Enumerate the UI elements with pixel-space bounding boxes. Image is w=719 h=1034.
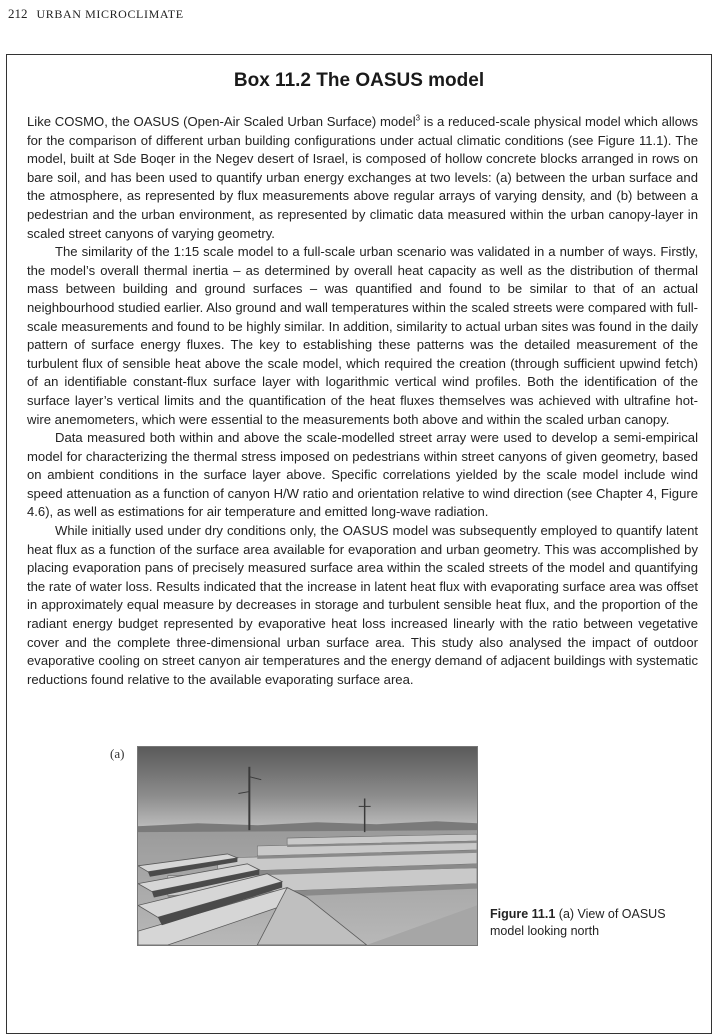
- box-body: [27, 113, 698, 689]
- paragraph-4: While initially used under dry conditions only, the OASUS model was subsequently employed to quantify latent heat flux as a function of the surface area available for evaporation and urban geometry. This was accomplished by placing evaporation pans of precisely measured surface area within the scaled streets of the model and quantifying the rate of water loss. Results indicated that the increase in latent heat flux with evaporating surface area was offset in approximately equal measure by decreases in storage and turbulent sensible heat flux, and the proportion of the radiant energy budget represented by evaporative heat loss increased linearly with the ratio between vegetative cover and the complete three-dimensional urban surface area. This study also analysed the impact of outdoor evaporative cooling on street canyon air temperatures and the energy demand of adjacent buildings with systematic reductions found relative to the available evaporating surface area.: [27, 523, 698, 687]
- paragraph-3: Data measured both within and above the scale-modelled street array were used to develop a semi-empirical model for characterizing the thermal stress imposed on pedestrians within street canyons of given geometry, based on ambient conditions in the surface layer above. Specific correlations yielded by the scale model include wind speed attenuation as a function of canyon H/W ratio and orientation relative to wind direction (see Chapter 4, Figure 4.6), as well as estimations for air temperature and emitted long-wave radiation.: [27, 430, 698, 520]
- paragraph-2: The similarity of the 1:15 scale model to a full-scale urban scenario was validated in a number of ways. Firstly, the model’s overall thermal inertia – as determined by overall heat capacity as well as the distribution of thermal mass between building and ground surfaces – was quantified and found to be similar to that of an actual neighbourhood studied earlier. Also ground and wall temperatures within the scaled streets were compared with full-scale measurements and found to be highly similar. In addition, similarity to actual urban sites was found in the daily pattern of surface energy fluxes. The key to establishing these patterns was the detailed measurement of the turbulent flux of sensible heat above the scale model, which required the creation (through sufficient upwind fetch) of an identifiable constant-flux surface layer with logarithmic vertical wind profiles. Both the identification of the surface layer’s vertical limits and the quantification of the heat fluxes themselves was achieved with ultrafine hot-wire anemometers, which were essential to the measurements both above and within the scaled urban canopy.: [27, 244, 698, 427]
- oasus-photo-illustration: [138, 747, 477, 945]
- figure-caption-text: (a) View of OASUS model looking north: [490, 907, 666, 938]
- footnote-marker[interactable]: 3: [415, 113, 421, 123]
- figure-number: Figure 11.1: [490, 907, 556, 921]
- figure-panel-label: (a): [110, 746, 125, 761]
- paragraph-1: [27, 113, 698, 243]
- paragraph-1-end: is a reduced-scale physical model which allows for the comparison of different urban building configurations under actual climatic conditions (see Figure 11.1). The model, built at Sde Boqer in the Negev desert of Israel, is composed of hollow concrete blocks arranged in rows on bare soil, and has been used to quantify urban energy exchanges at two levels: (a) between the urban surface and the atmosphere, as represented by flux measurements above regular arrays of varying density, and (b) between a pedestrian and the urban environment, as represented by climatic data measured within the urban canopy-layer in scaled street canyons of varying geometry.: [27, 114, 699, 241]
- paragraph-1-start: Like COSMO, the OASUS (Open-Air Scaled Urban Surface) model: [27, 114, 416, 129]
- running-title: URBAN MICROCLIMATE: [36, 7, 184, 21]
- oasus-model-photo: [137, 746, 478, 946]
- figure-caption: [490, 906, 690, 940]
- running-head: [8, 6, 184, 22]
- box-title: Box 11.2 The OASUS model: [233, 70, 485, 91]
- page-number: 212: [8, 6, 28, 21]
